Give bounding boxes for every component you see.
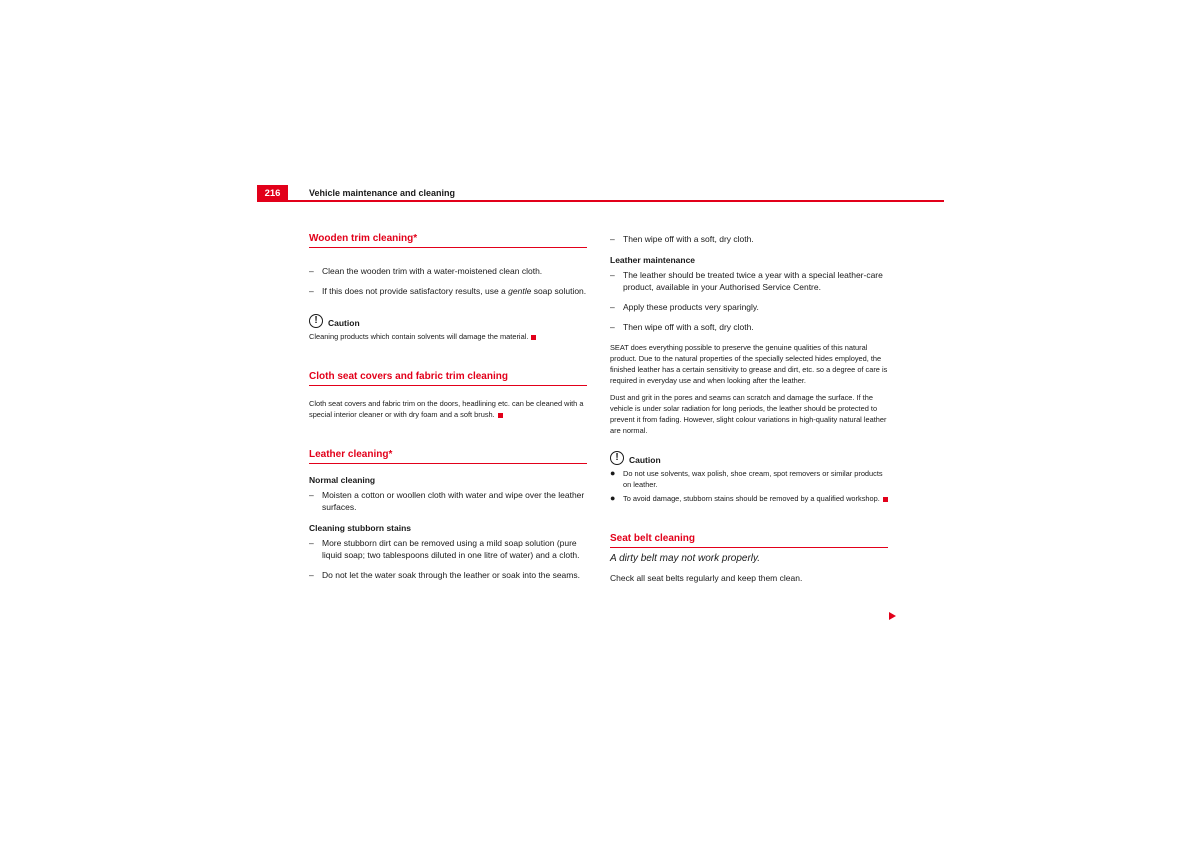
wooden-step-2-pre: If this does not provide satisfactory results, use a <box>322 286 509 296</box>
dash-marker: – <box>610 302 615 312</box>
list-item <box>309 537 587 561</box>
stubborn-step-2: Do not let the water soak through the leather or soak into the seams. <box>322 570 580 580</box>
section-end-icon <box>498 413 503 418</box>
caution-icon: ! <box>610 451 624 465</box>
wooden-step-2-emphasis: gentle <box>508 286 532 296</box>
left-column <box>309 233 587 581</box>
caution-text <box>309 331 587 342</box>
seat-belt-subheading: A dirty belt may not work properly. <box>610 553 761 564</box>
dash-marker: – <box>309 286 314 296</box>
wooden-trim-heading: Wooden trim cleaning* <box>309 233 587 248</box>
seat-belt-heading: Seat belt cleaning <box>610 533 888 548</box>
caution-icon: ! <box>309 314 323 328</box>
list-item <box>309 285 587 297</box>
list-item <box>610 233 888 245</box>
leather-info-paragraph-1: SEAT does everything possible to preserve the genuine qualities of this natural product. Due to the natural properties of the specially selected hides employed, the finished leather has a certain sensitivity to grease and dirt, etc. so a degree of care is required in everyday use and when looking after the leather. <box>610 343 888 385</box>
list-item <box>610 269 888 293</box>
stubborn-stains-heading: Cleaning stubborn stains <box>309 523 412 533</box>
leather-info-paragraph-2: Dust and grit in the pores and seams can scratch and damage the surface. If the vehicle is under solar radiation for long periods, the leather should be protected to prevent it from fading. However, slight colour variations in high-quality natural leather are normal. <box>610 393 887 435</box>
maintenance-step-2: Apply these products very sparingly. <box>623 302 759 312</box>
dash-marker: – <box>610 270 615 280</box>
dash-marker: – <box>610 322 615 332</box>
caution-label: Caution <box>328 318 360 328</box>
list-item <box>610 301 888 313</box>
caution-block <box>610 451 888 465</box>
normal-cleaning-step: Moisten a cotton or woollen cloth with water and wipe over the leather surfaces. <box>322 490 585 512</box>
wipe-step: Then wipe off with a soft, dry cloth. <box>623 234 754 244</box>
bullet-icon: ● <box>610 468 616 478</box>
header-divider <box>257 200 944 202</box>
section-end-icon <box>531 335 536 340</box>
stubborn-step-1: More stubborn dirt can be removed using a mild soap solution (pure liquid soap; two tablespoons diluted in one litre of water) and a cloth. <box>322 538 580 560</box>
leather-cleaning-heading: Leather cleaning* <box>309 449 587 464</box>
caution-bullet <box>610 468 888 490</box>
right-column <box>610 233 888 584</box>
caution-block <box>309 314 587 328</box>
section-end-icon <box>883 497 888 502</box>
dash-marker: – <box>309 538 314 548</box>
chapter-title: Vehicle maintenance and cleaning <box>309 188 456 198</box>
normal-cleaning-heading: Normal cleaning <box>309 475 376 485</box>
caution-label: Caution <box>629 455 661 465</box>
page-number: 216 <box>257 185 288 201</box>
caution-text-body: Cleaning products which contain solvents will damage the material. <box>309 332 529 341</box>
caution-bullet-1: Do not use solvents, wax polish, shoe cream, spot removers or similar products on leather. <box>623 469 883 489</box>
cloth-text <box>309 398 587 420</box>
wooden-step-1: Clean the wooden trim with a water-moistened clean cloth. <box>322 266 543 276</box>
dash-marker: – <box>309 266 314 276</box>
dash-marker: – <box>309 490 314 500</box>
caution-bullet-2 <box>623 493 888 504</box>
cloth-text-body: Cloth seat covers and fabric trim on the doors, headlining etc. can be cleaned with a special interior cleaner or with dry foam and a soft brush. <box>309 399 584 419</box>
maintenance-step-3: Then wipe off with a soft, dry cloth. <box>623 322 754 332</box>
list-item <box>309 489 587 513</box>
dash-marker: – <box>610 234 615 244</box>
caution-bullet <box>610 493 888 504</box>
wooden-step-2-post: soap solution. <box>531 286 587 296</box>
list-item <box>309 569 587 581</box>
maintenance-step-1: The leather should be treated twice a year with a special leather-care product, available in your Authorised Service Centre. <box>623 270 883 292</box>
list-item <box>610 321 888 333</box>
continue-arrow-icon <box>889 612 896 620</box>
seat-belt-text: Check all seat belts regularly and keep them clean. <box>610 573 803 583</box>
cloth-seat-heading: Cloth seat covers and fabric trim cleaning <box>309 371 587 386</box>
leather-maintenance-heading: Leather maintenance <box>610 255 696 265</box>
wooden-step-2 <box>322 285 587 297</box>
list-item <box>309 265 587 277</box>
bullet-icon: ● <box>610 493 616 503</box>
dash-marker: – <box>309 570 314 580</box>
caution-bullet-2-body: To avoid damage, stubborn stains should be removed by a qualified workshop. <box>623 494 880 503</box>
